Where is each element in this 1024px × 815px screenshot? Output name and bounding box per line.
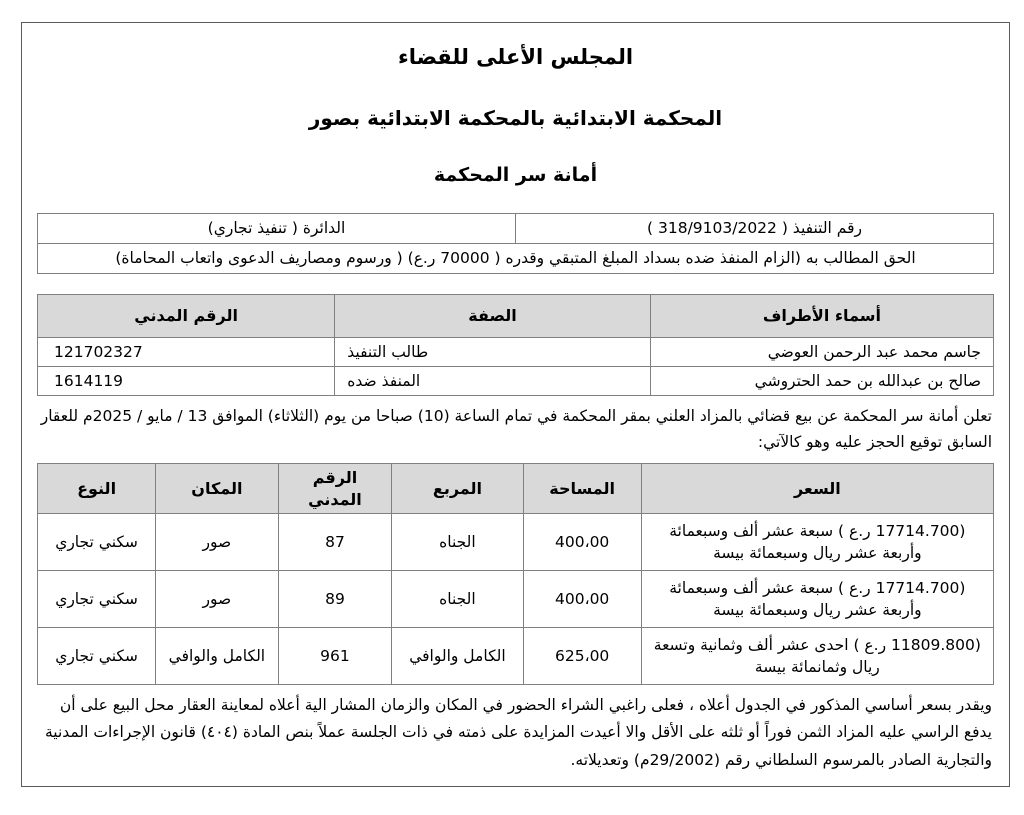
parties-header-role: الصفة xyxy=(335,294,651,337)
party-role: المنفذ ضده xyxy=(335,366,651,395)
parties-header-name: أسماء الأطراف xyxy=(650,294,993,337)
case-info-section xyxy=(37,213,994,274)
property-price: (17714.700 ر.ع ) سبعة عشر ألف وسبعمائة وأربعة عشر ريال وسبعمائة بيسة xyxy=(641,514,993,571)
party-name: جاسم محمد عبد الرحمن العوضي xyxy=(650,337,993,366)
property-block: الكامل والوافي xyxy=(392,628,523,685)
property-section xyxy=(37,463,994,685)
table-header-row xyxy=(38,464,994,514)
property-price: (17714.700 ر.ع ) سبعة عشر ألف وسبعمائة وأربعة عشر ريال وسبعمائة بيسة xyxy=(641,571,993,628)
claim-right-cell: الحق المطالب به (الزام المنفذ ضده بسداد المبلغ المتبقي وقدره ( 70000 ر.ع) ( ورسوم ومصاريف الدعوى واتعاب المحاماة) xyxy=(38,243,994,273)
property-civil-id: 89 xyxy=(278,571,392,628)
document-content xyxy=(37,23,994,786)
court-council-title: المجلس الأعلى للقضاء xyxy=(397,45,634,69)
table-row xyxy=(38,213,994,243)
table-row xyxy=(38,366,994,395)
property-header-civil-id: الرقم المدني xyxy=(278,464,392,514)
party-role: طالب التنفيذ xyxy=(335,337,651,366)
property-header-place: المكان xyxy=(156,464,279,514)
table-row xyxy=(38,243,994,273)
parties-header-civil-id: الرقم المدني xyxy=(38,294,335,337)
auction-terms-paragraph: ويقدر بسعر أساسي المذكور في الجدول أعلاه ، فعلى راغبي الشراء الحضور في المكان والزمان المشار الية أعلاه لمعاينة العقار محل البيع على أن يدفع الراسي عليه المزاد الثمن فوراً أو ثلثه على الأقل والا أعيدت المزايدة على ذمته في ذات الجلسة عملاً بنص المادة (٤٠٤) قانون الإجراءات المدنية والتجارية الصادر بالمرسوم السلطاني رقم (29/2002م) وتعديلاته. xyxy=(45,696,992,769)
property-civil-id: 961 xyxy=(278,628,392,685)
document-page-frame xyxy=(21,22,1010,787)
case-info-table xyxy=(37,213,994,274)
property-header-price: السعر xyxy=(641,464,993,514)
party-civil-id: 1614119 xyxy=(38,366,335,395)
table-row xyxy=(38,628,994,685)
table-row xyxy=(38,337,994,366)
circuit-cell: الدائرة ( تنفيذ تجاري) xyxy=(38,213,516,243)
property-type: سكني تجاري xyxy=(38,628,156,685)
party-name: صالح بن عبدالله بن حمد الحتروشي xyxy=(650,366,993,395)
property-header-type: النوع xyxy=(38,464,156,514)
parties-table xyxy=(37,294,994,396)
party-civil-id: 121702327 xyxy=(38,337,335,366)
property-type: سكني تجاري xyxy=(38,514,156,571)
property-type: سكني تجاري xyxy=(38,571,156,628)
property-header-area: المساحة xyxy=(523,464,641,514)
property-table xyxy=(37,463,994,685)
property-area: 400،00 xyxy=(523,571,641,628)
property-area: 625،00 xyxy=(523,628,641,685)
table-header-row xyxy=(38,294,994,337)
property-header-block: المربع xyxy=(392,464,523,514)
property-block: الجناه xyxy=(392,514,523,571)
property-area: 400،00 xyxy=(523,514,641,571)
property-civil-id: 87 xyxy=(278,514,392,571)
table-row xyxy=(38,514,994,571)
property-price: (11809.800 ر.ع ) احدى عشر ألف وثمانية وتسعة ريال وثمانمائة بيسة xyxy=(641,628,993,685)
execution-number-cell: رقم التنفيذ ( 318/9103/2022 ) xyxy=(516,213,994,243)
property-place: الكامل والوافي xyxy=(156,628,279,685)
property-block: الجناه xyxy=(392,571,523,628)
court-registry-title: أمانة سر المحكمة xyxy=(433,164,598,187)
table-row xyxy=(38,571,994,628)
parties-section xyxy=(37,294,994,396)
auction-announcement-paragraph: تعلن أمانة سر المحكمة عن بيع قضائي بالمزاد العلني بمقر المحكمة في تمام الساعة (10) صباحا من يوم (الثلاثاء) الموافق 13 / مايو / 2025م للعقار السابق توقيع الحجز عليه وهو كالآتي: xyxy=(40,406,992,451)
court-name-title: المحكمة الابتدائية بالمحكمة الابتدائية بصور xyxy=(308,106,723,131)
property-place: صور xyxy=(156,514,279,571)
property-place: صور xyxy=(156,571,279,628)
